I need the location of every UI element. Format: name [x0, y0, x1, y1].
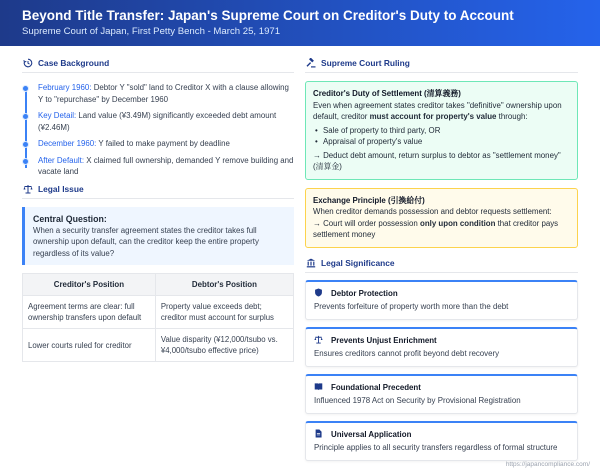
right-column [305, 58, 578, 461]
case-background-title: Case Background [38, 58, 110, 68]
settlement-title: Creditor's Duty of Settlement (清算義務) [313, 89, 461, 98]
card-title: Prevents Unjust Enrichment [331, 335, 437, 345]
table-row [23, 296, 294, 329]
timeline-item [38, 110, 294, 133]
gavel-icon [305, 58, 316, 69]
creditor-header: Creditor's Position [23, 274, 156, 296]
page-title: Beyond Title Transfer: Japan's Supreme Court on Creditor's Duty to Account [22, 8, 514, 23]
settlement-intro-a: Even when agreement states creditor takes "definitive" ownership upon default, creditor [313, 100, 562, 121]
settlement-duty-box [305, 81, 578, 180]
timeline-text: X claimed full ownership, demanded Y remove building and vacate land [38, 155, 294, 176]
significance-card [305, 374, 578, 414]
exchange-title: Exchange Principle (引換給付) [313, 195, 425, 205]
central-question-box [22, 207, 294, 266]
exchange-line1: When creditor demands possession and debtor requests settlement: [313, 207, 552, 216]
settlement-methods [313, 125, 570, 148]
table-cell: Property value exceeds debt; creditor must account for surplus [155, 296, 293, 329]
ruling-title: Supreme Court Ruling [321, 58, 410, 68]
card-description: Influenced 1978 Act on Security by Provisional Registration [314, 395, 521, 405]
timeline-label: Key Detail: [38, 111, 77, 120]
timeline-text: Debtor Y "sold" land to Creditor X with a clause allowing Y to "repurchase" by December 1960 [38, 83, 289, 104]
legal-issue-title: Legal Issue [38, 183, 84, 194]
scale-icon [314, 335, 324, 345]
question-text: When a security transfer agreement states the creditor takes full ownership upon default, can the creditor keep the entire property regardless of its value? [33, 225, 259, 258]
card-description: Principle applies to all security transfers regardless of formal structure [314, 442, 558, 452]
history-icon [22, 58, 33, 69]
case-background-heading [22, 58, 294, 73]
settlement-intro [313, 100, 570, 123]
timeline-text: Land value (¥3.49M) significantly exceeded debt amount (¥2.46M) [38, 111, 277, 132]
significance-heading [305, 258, 578, 273]
timeline-item [38, 138, 294, 150]
table-header-row [23, 274, 294, 296]
table-row [23, 329, 294, 362]
timeline-text: Y failed to make payment by deadline [96, 139, 230, 148]
card-title: Foundational Precedent [331, 382, 421, 392]
question-title: Central Question: [33, 213, 107, 224]
card-description: Prevents forfeiture of property worth more than the debt [314, 301, 509, 311]
table-cell: Agreement terms are clear: full ownership transfers upon default [23, 296, 156, 329]
ruling-heading [305, 58, 578, 73]
exchange-line2-b: that creditor pays settlement money [313, 218, 559, 239]
settlement-conclusion: → Deduct debt amount, return surplus to debtor as "settlement money" (清算金) [313, 150, 561, 171]
card-title-row [314, 335, 569, 346]
list-item: • Sale of property to third party, OR [313, 125, 570, 137]
card-title: Universal Application [331, 429, 412, 439]
scale-icon [22, 183, 33, 194]
book-icon [314, 382, 324, 392]
settlement-intro-b: through: [496, 112, 528, 121]
card-description: Ensures creditors cannot profit beyond debt recovery [314, 348, 500, 358]
settlement-intro-bold: must account for property's value [369, 112, 497, 121]
page-header [0, 0, 600, 46]
timeline-label: December 1960: [38, 139, 97, 148]
table-cell: Value disparity (¥12,000/tsubo vs. ¥4,000/tsubo effective price) [155, 329, 293, 362]
exchange-line2 [313, 218, 570, 241]
exchange-line2-bold: only upon condition [420, 218, 496, 228]
document-icon [314, 429, 324, 439]
shield-icon [314, 288, 324, 298]
timeline-item [38, 155, 294, 178]
card-title-row [314, 288, 569, 299]
exchange-line2-a: → Court will order possession [313, 218, 421, 228]
card-title-row [314, 382, 569, 393]
significance-title: Legal Significance [321, 257, 395, 268]
timeline-label: After Default: [38, 155, 85, 165]
timeline-line [25, 86, 27, 168]
timeline-dot [22, 113, 29, 120]
timeline-dot [22, 158, 29, 165]
exchange-principle-box [305, 188, 578, 248]
significance-card [305, 327, 578, 367]
card-title-row [314, 429, 569, 440]
debtor-header: Debtor's Position [155, 274, 293, 296]
page-subtitle: Supreme Court of Japan, First Petty Bench - March 25, 1971 [22, 26, 281, 37]
landmark-icon [305, 257, 316, 268]
list-item: • Appraisal of property's value [313, 136, 570, 148]
timeline-label: February 1960: [38, 83, 92, 92]
positions-table [22, 273, 294, 362]
significance-card [305, 280, 578, 320]
significance-card [305, 421, 578, 461]
legal-issue-heading [22, 184, 294, 199]
case-timeline [22, 82, 294, 178]
timeline-item [38, 82, 294, 105]
table-cell: Lower courts ruled for creditor [23, 329, 156, 362]
card-title: Debtor Protection [331, 288, 398, 298]
footer-url: https://japancompliance.com/ [505, 461, 590, 468]
timeline-dot [22, 141, 29, 148]
timeline-dot [22, 85, 29, 92]
left-column [22, 58, 294, 362]
